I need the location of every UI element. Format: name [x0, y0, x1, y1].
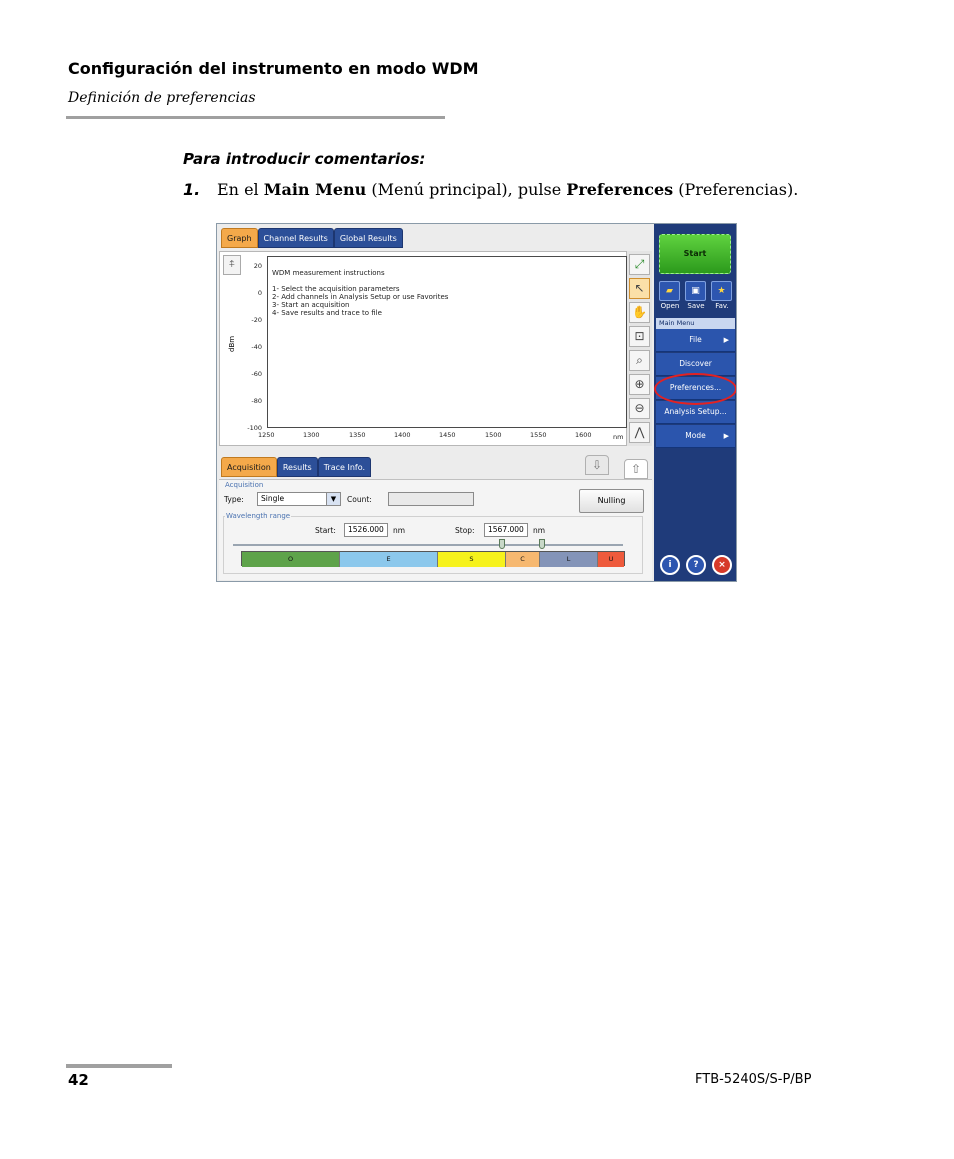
- help-icon[interactable]: ?: [686, 555, 706, 575]
- step-text: (Menú principal), pulse: [366, 180, 567, 199]
- type-select[interactable]: [257, 492, 341, 506]
- x-tick: 1450: [439, 431, 456, 439]
- y-axis-label: dBm: [228, 335, 236, 352]
- chevron-down-icon[interactable]: ▼: [326, 493, 340, 505]
- band-e: E: [340, 552, 438, 567]
- step-number: 1.: [183, 180, 201, 199]
- tab-results[interactable]: Results: [277, 457, 318, 477]
- x-tick: 1600: [575, 431, 592, 439]
- x-tick: 1500: [485, 431, 502, 439]
- chevron-right-icon: ▶: [723, 432, 729, 440]
- step-bold-main-menu: Main Menu: [263, 180, 367, 199]
- nulling-button[interactable]: Nulling: [579, 489, 644, 513]
- band-bar: [241, 551, 625, 566]
- stop-label: Stop:: [455, 526, 475, 535]
- range-stop-handle[interactable]: [539, 539, 545, 549]
- count-label: Count:: [347, 495, 372, 504]
- band-l: L: [540, 552, 598, 567]
- procedure-heading: Para introducir comentarios:: [183, 150, 426, 168]
- zoom-in-icon[interactable]: ⊕: [629, 374, 650, 395]
- y-tick: -80: [251, 397, 262, 405]
- info-icon[interactable]: i: [660, 555, 680, 575]
- tab-trace-info[interactable]: Trace Info.: [318, 457, 371, 477]
- favorite-star-icon[interactable]: ★: [711, 281, 732, 301]
- start-unit: nm: [393, 526, 406, 535]
- instruction-line: 1- Select the acquisition parameters: [272, 285, 400, 293]
- expand-up-icon[interactable]: ⇧: [624, 459, 648, 479]
- bottom-tabs: [221, 457, 371, 477]
- y-tick: -20: [251, 316, 262, 324]
- y-tick: -60: [251, 370, 262, 378]
- wavelength-group-label: Wavelength range: [226, 512, 291, 520]
- marker-icon[interactable]: ⍏: [223, 255, 241, 275]
- section-title: Configuración del instrumento en modo WDM: [68, 59, 479, 78]
- zoom-area-icon[interactable]: ⊡: [629, 326, 650, 347]
- step-bold-preferences: Preferences: [566, 180, 674, 199]
- type-label: Type:: [224, 495, 244, 504]
- footer-rule: [66, 1064, 172, 1068]
- pointer-icon[interactable]: ↖: [629, 278, 650, 299]
- right-pane: [654, 224, 736, 581]
- left-pane: [217, 224, 654, 581]
- band-s: S: [438, 552, 506, 567]
- x-tick: 1350: [349, 431, 366, 439]
- acquisition-panel: [219, 479, 652, 580]
- x-tick: 1300: [303, 431, 320, 439]
- top-tabs: [221, 228, 403, 248]
- zoom-out-icon[interactable]: ⊖: [629, 398, 650, 419]
- start-label: Start:: [315, 526, 336, 535]
- main-menu-header: Main Menu: [656, 318, 735, 329]
- header-rule: [66, 116, 445, 119]
- fav-label: Fav.: [715, 302, 729, 310]
- start-button[interactable]: Start: [659, 234, 731, 274]
- band-c: C: [506, 552, 540, 567]
- acquisition-group-label: Acquisition: [225, 481, 264, 489]
- y-tick: 0: [257, 289, 262, 297]
- app-screenshot: [216, 223, 737, 582]
- close-icon[interactable]: ×: [712, 555, 732, 575]
- save-label: Save: [687, 302, 705, 310]
- menu-item-label: Analysis Setup...: [664, 407, 727, 416]
- instructions-title: WDM measurement instructions: [272, 269, 385, 277]
- tab-acquisition[interactable]: Acquisition: [221, 457, 277, 477]
- y-tick: 20: [253, 262, 262, 270]
- highlight-circle: [654, 373, 737, 405]
- open-label: Open: [660, 302, 680, 310]
- x-tick: 1400: [394, 431, 411, 439]
- count-field[interactable]: [388, 492, 474, 506]
- zoom-icon[interactable]: ⌕: [629, 350, 650, 371]
- tab-channel-results[interactable]: Channel Results: [258, 228, 334, 248]
- plot-area[interactable]: [267, 256, 627, 428]
- x-tick: 1550: [530, 431, 547, 439]
- range-slider-track[interactable]: [233, 544, 623, 546]
- menu-item-file[interactable]: [656, 329, 735, 352]
- collapse-down-icon[interactable]: ⇩: [585, 455, 609, 475]
- peak-icon[interactable]: ⋀: [629, 422, 650, 443]
- instruction-line: 2- Add channels in Analysis Setup or use Favorites: [272, 293, 449, 301]
- x-unit: nm: [613, 433, 624, 441]
- product-name: FTB-5240S/S-P/BP: [695, 1072, 812, 1087]
- band-u: U: [598, 552, 624, 567]
- chevron-right-icon: ▶: [723, 336, 729, 344]
- band-o: O: [242, 552, 340, 567]
- procedure-step-1: [183, 180, 798, 199]
- tab-graph[interactable]: Graph: [221, 228, 258, 248]
- menu-item-mode[interactable]: [656, 425, 735, 448]
- step-text: En el: [217, 180, 264, 199]
- menu-item-label: Discover: [679, 359, 712, 368]
- y-tick: -100: [247, 424, 262, 432]
- menu-item-label: Preferences...: [669, 383, 722, 392]
- step-text: (Preferencias).: [673, 180, 799, 199]
- x-tick: 1250: [258, 431, 275, 439]
- pan-hand-icon[interactable]: ✋: [629, 302, 650, 323]
- save-disk-icon[interactable]: ▣: [685, 281, 706, 301]
- instruction-line: 4- Save results and trace to file: [272, 309, 382, 317]
- start-input[interactable]: 1526.000: [344, 523, 388, 537]
- range-start-handle[interactable]: [499, 539, 505, 549]
- zoom-fit-icon[interactable]: ⤢: [629, 254, 650, 275]
- stop-input[interactable]: 1567.000: [484, 523, 528, 537]
- graph-area: [219, 251, 627, 446]
- menu-item-label: File: [689, 335, 702, 344]
- stop-unit: nm: [533, 526, 546, 535]
- tab-global-results[interactable]: Global Results: [334, 228, 403, 248]
- instruction-line: 3- Start an acquisition: [272, 301, 350, 309]
- open-folder-icon[interactable]: ▰: [659, 281, 680, 301]
- menu-item-label: Mode: [685, 431, 706, 440]
- graph-toolbar: [627, 251, 652, 446]
- section-subtitle: Definición de preferencias: [68, 90, 256, 106]
- y-tick: -40: [251, 343, 262, 351]
- type-value: Single: [261, 494, 285, 503]
- page-number: 42: [68, 1071, 89, 1089]
